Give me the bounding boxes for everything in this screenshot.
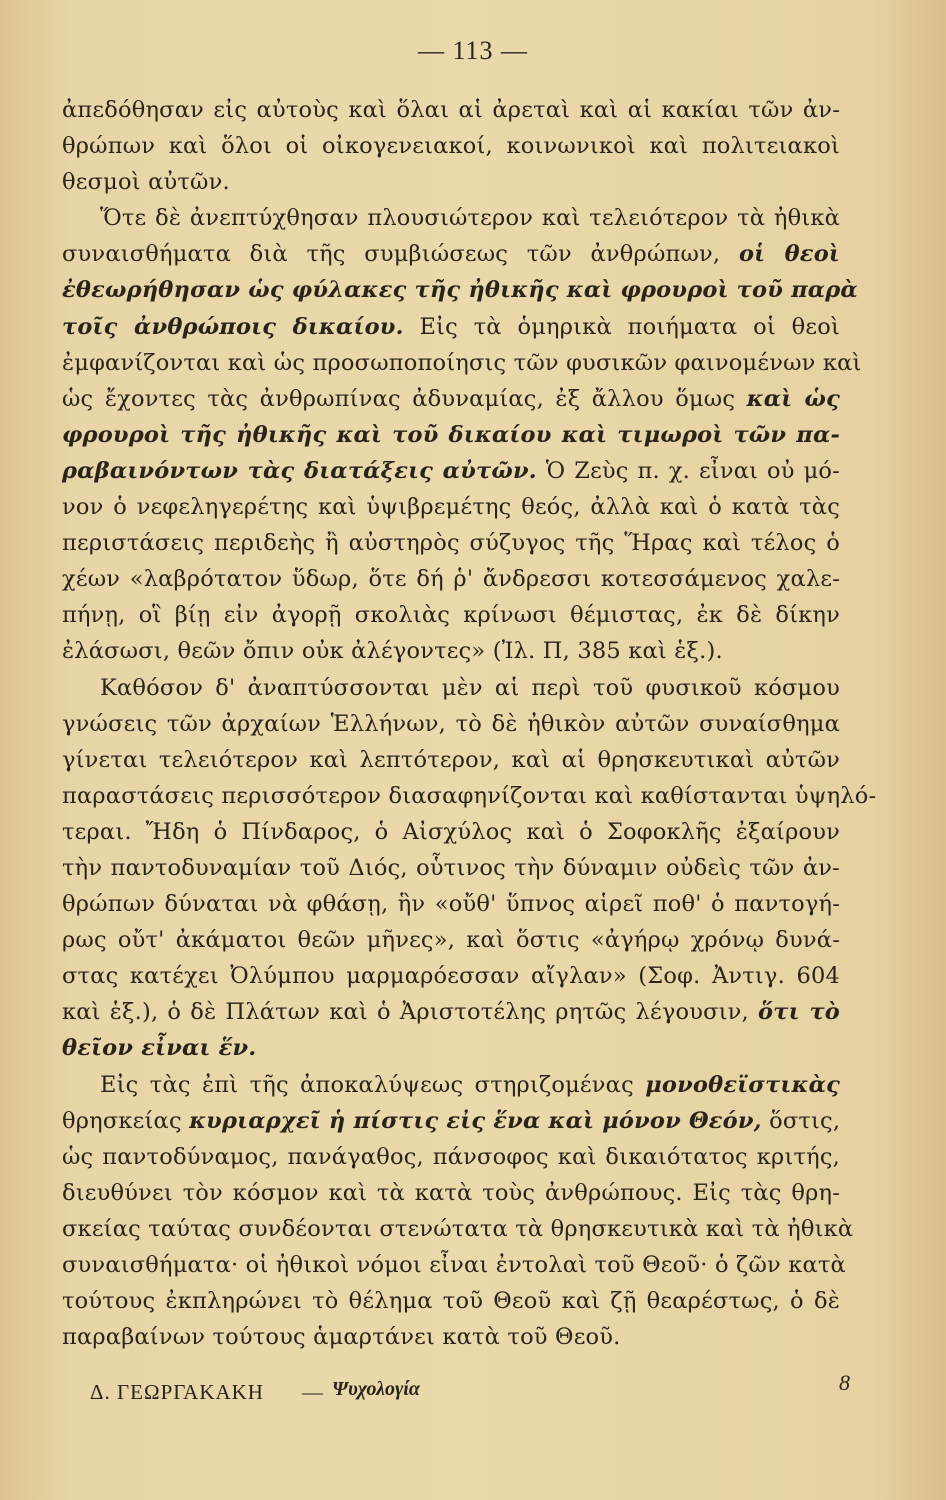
text-run: καὶ ἑξ.), ὁ δὲ Πλάτων καὶ ὁ Ἀριστοτέλης ρητῶς λέγουσιν,: [62, 999, 749, 1026]
footer-author: Δ. ΓΕΩΡΓΑΚΑΚΗ: [90, 1380, 264, 1404]
footer-title: Ψυχολογία: [332, 1378, 420, 1400]
text-line: ἀπεδόθησαν εἰς αὐτοὺς καὶ ὅλαι αἱ ἀρεταὶ καὶ αἱ κακίαι τῶν ἀν-: [62, 97, 840, 123]
footer-separator: —: [302, 1380, 323, 1404]
text-line: γίνεται τελειότερον καὶ λεπτότερον, καὶ αἱ θρησκευτικαὶ αὐτῶν: [62, 746, 840, 773]
emphasis-run: μονοθεϊστικὰς: [645, 1071, 840, 1098]
text-line: θεσμοὶ αὐτῶν.: [62, 169, 230, 196]
text-run: συναισθήματα διὰ τῆς συμβιώσεως τῶν ἀνθρώπων,: [62, 241, 721, 268]
text-line: ὡς παντοδύναμος, πανάγαθος, πάνσοφος καὶ δικαιότατος κριτής,: [62, 1143, 840, 1170]
text-line: στας κατέχει Ὀλύμπου μαρμαρόεσσαν αἴγλαν» (Σοφ. Ἀντιγ. 604: [62, 963, 840, 990]
text-run: ὡς ἔχοντες τὰς ἀνθρωπίνας ἀδυναμίας, ἐξ ἄλλου ὅμως: [62, 385, 736, 412]
text-line: νον ὁ νεφεληγερέτης καὶ ὑψιβρεμέτης θεός, ἀλλὰ καὶ ὁ κατὰ τὰς: [62, 494, 840, 521]
text-line: [62, 309, 840, 345]
emphasis-run: καὶ ὡς: [746, 385, 840, 412]
emphasis-run: ραβαινόντων τὰς διατάξεις αὐτῶν.: [62, 457, 537, 484]
text-line: ἐμφανίζονται καὶ ὡς προσωποποίησις τῶν φυσικῶν φαινομένων καὶ: [62, 349, 862, 376]
text-run: Ὁ Ζεὺς π. χ. εἶναι οὐ μό-: [545, 457, 840, 484]
text-line: Καθόσον δ' ἀναπτύσσονται μὲν αἱ περὶ τοῦ φυσικοῦ κόσμου: [100, 674, 840, 701]
text-line: [62, 994, 840, 1030]
text-line: γνώσεις τῶν ἀρχαίων Ἑλλήνων, τὸ δὲ ἠθικὸν αὐτῶν συναίσθημα: [62, 710, 840, 737]
body-text: [62, 92, 877, 1355]
emphasis-line: ἐθεωρήθησαν ὡς φύλακες τῆς ἠθικῆς καὶ φρουροὶ τοῦ παρὰ: [62, 277, 858, 304]
text-line: πήνῃ, οἳ βίῃ εἰν ἀγορῇ σκολιὰς κρίνωσι θέμιστας, ἐκ δὲ δίκην: [62, 602, 840, 629]
text-line: θρώπων καὶ ὅλοι οἱ οἰκογενειακοί, κοινωνικοὶ καὶ πολιτειακοὶ: [62, 133, 840, 160]
text-line: τούτους ἐκπληρώνει τὸ θέλημα τοῦ Θεοῦ καὶ ζῇ θεαρέστως, ὁ δὲ: [62, 1288, 840, 1315]
emphasis-run: τοῖς ἀνθρώποις δικαίου.: [62, 313, 404, 340]
text-line: σκείας ταύτας συνδέονται στενώτατα τὰ θρησκευτικὰ καὶ τὰ ἠθικὰ: [62, 1215, 854, 1242]
text-line: [62, 236, 840, 272]
text-line: θρώπων δύναται νὰ φθάσῃ, ἣν «οὔθ' ὕπνος αἱρεῖ ποθ' ὁ παντογή-: [62, 891, 840, 918]
text-line: [62, 1103, 840, 1139]
text-line: [62, 1067, 840, 1103]
text-line: περιστάσεις περιδεὴς ἢ αὐστηρὸς σύζυγος τῆς Ἥρας καὶ τέλος ὁ: [62, 530, 840, 557]
text-line: Ὅτε δὲ ἀνεπτύχθησαν πλουσιώτερον καὶ τελειότερον τὰ ἠθικὰ: [100, 205, 840, 232]
text-line: τὴν παντοδυναμίαν τοῦ Διός, οὗτινος τὴν δύναμιν οὐδεὶς τῶν ἀν-: [62, 854, 840, 881]
emphasis-run: οἱ θεοὶ: [738, 241, 840, 268]
text-run: Εἰς τὰς ἐπὶ τῆς ἀποκαλύψεως στηριζομένας: [100, 1071, 634, 1098]
text-run: θρησκείας: [62, 1107, 182, 1134]
emphasis-line: θεῖον εἶναι ἕν.: [62, 1035, 257, 1062]
text-run: Εἰς τὰ ὁμηρικὰ ποιήματα οἱ θεοὶ: [419, 313, 840, 340]
text-run: ὅστις,: [769, 1107, 841, 1134]
text-line: [62, 381, 840, 417]
text-line: παραστάσεις περισσότερον διασαφηνίζονται καὶ καθίστανται ὑψηλό-: [62, 782, 877, 809]
text-line: χέων «λαβρότατον ὕδωρ, ὅτε δή ῥ' ἄνδρεσσι κοτεσσάμενος χαλε-: [62, 566, 840, 593]
emphasis-run: κυριαρχεῖ ἡ πίστις εἰς ἕνα καὶ μόνον Θεόν,: [189, 1107, 762, 1134]
text-line: ἐλάσωσι, θεῶν ὄπιν οὐκ ἀλέγοντες» (Ἰλ. Π, 385 καὶ ἑξ.).: [62, 638, 723, 665]
emphasis-line: φρουροὶ τῆς ἠθικῆς καὶ τοῦ δικαίου καὶ τιμωροὶ τῶν πα-: [62, 421, 840, 448]
text-line: συναισθήματα· οἱ ἠθικοὶ νόμοι εἶναι ἐντολαὶ τοῦ Θεοῦ· ὁ ζῶν κατὰ: [62, 1252, 846, 1278]
page-footer: [90, 1370, 850, 1416]
text-line: διευθύνει τὸν κόσμον καὶ τὰ κατὰ τοὺς ἀνθρώπους. Εἰς τὰς θρη-: [62, 1179, 840, 1206]
text-line: τεραι. Ἤδη ὁ Πίνδαρος, ὁ Αἰσχύλος καὶ ὁ Σοφοκλῆς ἐξαίρουν: [62, 818, 840, 845]
text-line: ρως οὔτ' ἀκάματοι θεῶν μῆνες», καὶ ὅστις «ἀγήρῳ χρόνῳ δυνά-: [62, 927, 840, 954]
page-number: — 113 —: [417, 36, 529, 65]
text-line: [62, 453, 840, 489]
signature-mark: 8: [839, 1370, 850, 1395]
emphasis-run: ὅτι τὸ: [758, 999, 840, 1026]
text-line: παραβαίνων τούτους ἁμαρτάνει κατὰ τοῦ Θεοῦ.: [62, 1324, 621, 1351]
